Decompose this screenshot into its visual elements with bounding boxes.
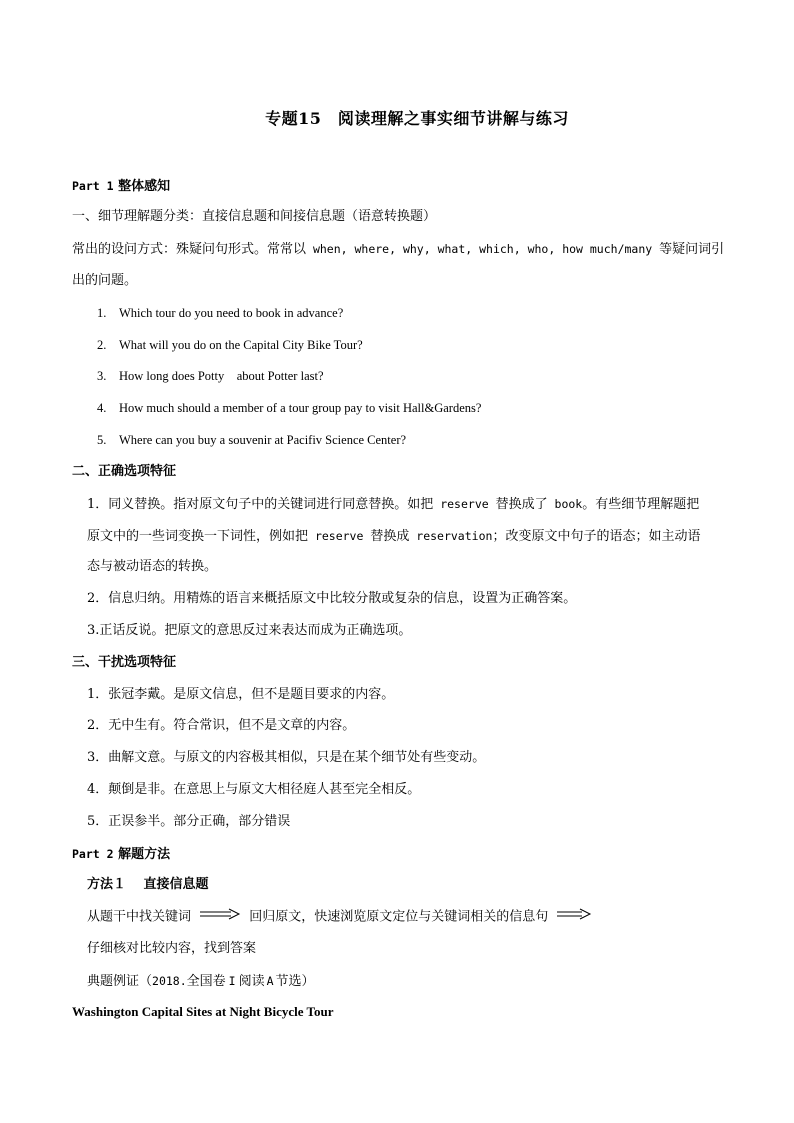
section1-line2 bbox=[72, 240, 724, 259]
section3-item: 4．颠倒是非。在意思上与原文大相径庭人甚至完全相反。 bbox=[87, 782, 421, 797]
question-item bbox=[97, 304, 343, 322]
text-run: 阅读 bbox=[238, 974, 265, 989]
section3-item: 2．无中生有。符合常识，但不是文章的内容。 bbox=[87, 718, 356, 733]
section3-item: 1．张冠李戴。是原文信息，但不是题目要求的内容。 bbox=[87, 687, 395, 702]
text-run: ；改变原文中句子的语态；如主动语 bbox=[492, 529, 701, 544]
method1-heading: 方法１ 直接信息题 bbox=[87, 877, 209, 892]
keyword: book bbox=[547, 497, 583, 511]
part1-heading-prefix: Part 1 bbox=[72, 179, 114, 193]
method-flow-line1 bbox=[87, 908, 596, 927]
arrow-right-icon bbox=[199, 908, 241, 926]
section2-item1-line3: 态与被动语态的转换。 bbox=[87, 559, 218, 574]
question-text: Where can you buy a souvenir at Pacifiv Science Center? bbox=[119, 433, 407, 447]
question-number: 4. bbox=[97, 401, 107, 415]
section2-item1-line1 bbox=[87, 495, 699, 514]
part1-heading bbox=[72, 177, 170, 196]
text-run: 替换成 bbox=[370, 529, 410, 544]
section3-item: 5．正误参半。部分正确，部分错误 bbox=[87, 814, 291, 829]
keyword: A bbox=[266, 974, 274, 988]
text-run: 。有些细节理解题把 bbox=[582, 497, 700, 512]
question-text: What will you do on the Capital City Bike Tour? bbox=[119, 338, 363, 352]
question-text: How much should a member of a tour group pay to visit Hall&Gardens? bbox=[119, 401, 482, 415]
section2-item2: 2．信息归纳。用精炼的语言来概括原文中比较分散或复杂的信息，设置为正确答案。 bbox=[87, 591, 577, 606]
question-number: 1. bbox=[97, 306, 107, 320]
question-number: 5. bbox=[97, 433, 107, 447]
keyword: 2018. bbox=[152, 974, 187, 988]
section3-heading: 三、干扰选项特征 bbox=[72, 655, 177, 670]
flow-step3: 仔细核对比较内容，找到答案 bbox=[87, 941, 257, 956]
page-title: 专题15 阅读理解之事实细节讲解与练习 bbox=[265, 109, 569, 128]
question-item bbox=[97, 367, 324, 385]
part1-heading-suffix: 整体感知 bbox=[118, 179, 171, 194]
part2-heading-suffix: 解题方法 bbox=[118, 847, 171, 862]
question-item bbox=[97, 431, 406, 449]
question-text: Which tour do you need to book in advance? bbox=[119, 306, 344, 320]
section2-item1-line2 bbox=[87, 527, 700, 546]
keyword: reserve bbox=[308, 529, 371, 543]
keyword: reserve bbox=[433, 497, 496, 511]
keyword: reservation bbox=[409, 529, 493, 543]
section1-line2-b: 等疑问词引 bbox=[659, 242, 725, 257]
arrow-right-icon bbox=[556, 908, 592, 926]
section1-line3: 出的问题。 bbox=[72, 273, 138, 288]
flow-step1: 从题干中找关键词 bbox=[87, 909, 192, 925]
section2-item3: 3.正话反说。把原文的意思反过来表达而成为正确选项。 bbox=[87, 623, 412, 638]
question-item bbox=[97, 336, 363, 354]
passage-title: Washington Capital Sites at Night Bicycle Tour bbox=[72, 1004, 334, 1019]
section1-line1: 一、细节理解题分类：直接信息题和间接信息题（语意转换题） bbox=[72, 209, 437, 224]
section1-question-words: when, where, why, what, which, who, how much/many bbox=[306, 242, 660, 256]
question-item bbox=[97, 399, 481, 417]
text-run: 1．同义替换。指对原文句子中的关键词进行同意替换。如把 bbox=[87, 497, 434, 512]
part2-heading bbox=[72, 845, 170, 864]
example-source bbox=[87, 972, 315, 991]
section1-line2-a: 常出的设问方式：殊疑问句形式。常常以 bbox=[72, 242, 307, 257]
section2-heading: 二、正确选项特征 bbox=[72, 464, 177, 479]
question-number: 3. bbox=[97, 369, 107, 383]
text-run: 原文中的一些词变换一下词性，例如把 bbox=[87, 529, 309, 544]
question-number: 2. bbox=[97, 338, 107, 352]
flow-step2: 回归原文，快速浏览原文定位与关键词相关的信息句 bbox=[249, 909, 549, 925]
text-run: 节选） bbox=[275, 974, 315, 989]
section3-item: 3．曲解文意。与原文的内容极其相似，只是在某个细节处有些变动。 bbox=[87, 750, 486, 765]
text-run: 替换成了 bbox=[495, 497, 548, 512]
keyword: I bbox=[228, 974, 236, 988]
text-run: 典题例证（ bbox=[87, 974, 153, 989]
question-text: How long does Potty about Potter last? bbox=[119, 369, 324, 383]
part2-heading-prefix: Part 2 bbox=[72, 847, 114, 861]
text-run: 全国卷 bbox=[186, 974, 226, 989]
